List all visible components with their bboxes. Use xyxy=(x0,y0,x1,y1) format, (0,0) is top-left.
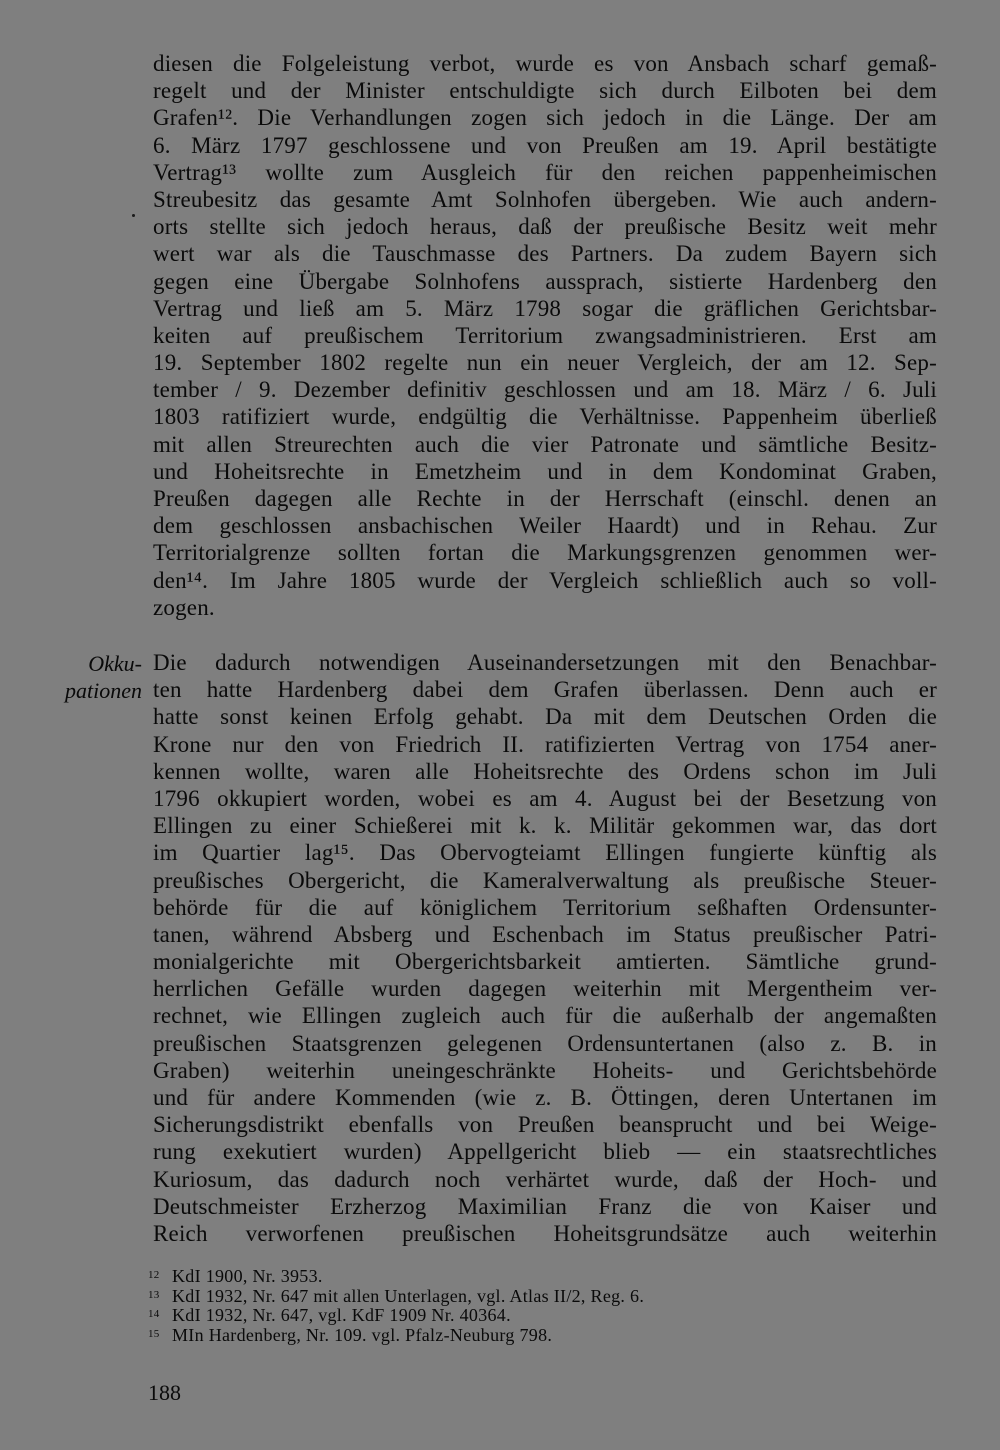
text-line: rung exekutiert wurden) Appellgericht blieb — ein staatsrechtliches xyxy=(153,1139,937,1165)
paragraph-2 xyxy=(153,649,937,1247)
text-line: Vertrag und ließ am 5. März 1798 sogar die gräflichen Gerichtsbar- xyxy=(153,295,937,321)
text-line: preußischen Staatsgrenzen gelegenen Ordensuntertanen (also z. B. in xyxy=(153,1030,937,1056)
text-line: Graben) weiterhin uneingeschränkte Hoheits- und Gerichtsbehörde xyxy=(153,1057,937,1083)
text-line: Streubesitz das gesamte Amt Solnhofen übergeben. Wie auch andern- xyxy=(153,186,937,212)
footnote-text: KdI 1932, Nr. 647 mit allen Unterlagen, vgl. Atlas II/2, Reg. 6. xyxy=(172,1285,645,1306)
text-line: rechnet, wie Ellingen zugleich auch für die außerhalb der angemaßten xyxy=(153,1003,937,1029)
footnote-text: KdI 1932, Nr. 647, vgl. KdF 1909 Nr. 40364. xyxy=(172,1305,511,1325)
text-line: 6. März 1797 geschlossene und von Preußen am 19. April bestätigte xyxy=(153,132,937,158)
text-line: dem geschlossen ansbachischen Weiler Haardt) und in Rehau. Zur xyxy=(153,513,937,539)
text-line: 19. September 1802 regelte nun ein neuer Vergleich, der am 12. Sep- xyxy=(153,350,937,376)
text-line: wert war als die Tauschmasse des Partners. Da zudem Bayern sich xyxy=(153,241,937,267)
text-line: den¹⁴. Im Jahre 1805 wurde der Vergleich schließlich auch so voll- xyxy=(153,567,937,593)
marginal-note-line: Okku- xyxy=(88,651,142,676)
footnote xyxy=(148,1306,938,1326)
text-line: Die dadurch notwendigen Auseinandersetzungen mit den Benachbar- xyxy=(153,650,937,675)
text-line: 1796 okkupiert worden, wobei es am 4. August bei der Besetzung von xyxy=(153,785,937,811)
text-line: gegen eine Übergabe Solnhofens aussprach, sistierte Hardenberg den xyxy=(153,268,937,294)
text-line: und Hoheitsrechte in Emetzheim und in dem Kondominat Graben, xyxy=(153,458,937,484)
text-line: regelt und der Minister entschuldigte sich durch Eilboten bei dem xyxy=(153,78,937,104)
text-line: 1803 ratifiziert wurde, endgültig die Verhältnisse. Pappenheim überließ xyxy=(153,404,937,430)
footnote xyxy=(148,1287,938,1307)
text-line: im Quartier lag¹⁵. Das Obervogteiamt Ellingen fungierte künftig als xyxy=(153,840,937,866)
text-line: Kuriosum, das dadurch noch verhärtet wurde, daß der Hoch- und xyxy=(153,1166,937,1192)
text-line: Grafen¹². Die Verhandlungen zogen sich jedoch in die Länge. Der am xyxy=(153,105,937,131)
text-line: diesen die Folgeleistung verbot, wurde es von Ansbach scharf gemaß- xyxy=(153,51,937,76)
text-line: tember / 9. Dezember definitiv geschlossen und am 18. März / 6. Juli xyxy=(153,377,937,403)
paragraph-1 xyxy=(153,50,937,621)
text-line: Preußen dagegen alle Rechte in der Herrschaft (einschl. denen an xyxy=(153,486,937,511)
footnote xyxy=(148,1326,938,1346)
text-line: zogen. xyxy=(153,594,215,620)
text-line: herrlichen Gefälle wurden dagegen weiterhin mit Mergentheim ver- xyxy=(153,976,937,1002)
text-line: Ellingen zu einer Schießerei mit k. k. Militär gekommen war, das dort xyxy=(153,813,937,839)
speck-mark xyxy=(132,214,135,217)
text-line: und für andere Kommenden (wie z. B. Öttingen, deren Untertanen im xyxy=(153,1085,937,1110)
text-line: mit allen Streurechten auch die vier Patronate und sämtliche Besitz- xyxy=(153,431,937,457)
footnote-number: 15 xyxy=(148,1327,160,1340)
text-line: Krone nur den von Friedrich II. ratifizierten Vertrag von 1754 aner- xyxy=(153,731,937,757)
footnote-number: 14 xyxy=(148,1308,160,1320)
footnote-text: MIn Hardenberg, Nr. 109. vgl. Pfalz-Neuburg 798. xyxy=(172,1324,553,1345)
footnote xyxy=(148,1267,938,1287)
text-line: behörde für die auf königlichem Territorium seßhaften Ordensunter- xyxy=(153,894,937,920)
marginal-note-line: pationen xyxy=(65,678,142,704)
text-line: Vertrag¹³ wollte zum Ausgleich für den reichen pappenheimischen xyxy=(153,159,937,185)
text-line: ten hatte Hardenberg dabei dem Grafen überlassen. Denn auch er xyxy=(153,677,937,703)
text-line: preußisches Obergericht, die Kameralverwaltung als preußische Steuer- xyxy=(153,867,937,893)
text-line: hatte sonst keinen Erfolg gehabt. Da mit dem Deutschen Orden die xyxy=(153,704,937,730)
text-line: Territorialgrenze sollten fortan die Markungsgrenzen genommen wer- xyxy=(153,540,937,566)
text-line: Deutschmeister Erzherzog Maximilian Franz die von Kaiser und xyxy=(153,1193,937,1219)
text-line: monialgerichte mit Obergerichtsbarkeit amtierten. Sämtliche grund- xyxy=(153,949,937,975)
footnote-text: KdI 1900, Nr. 3953. xyxy=(172,1266,323,1286)
text-line: keiten auf preußischem Territorium zwangsadministrieren. Erst am xyxy=(153,322,937,348)
page-number: 188 xyxy=(148,1380,181,1405)
footnote-number: 12 xyxy=(148,1269,160,1281)
footnotes xyxy=(148,1267,938,1345)
text-line: Reich verworfenen preußischen Hoheitsgrundsätze auch weiterhin xyxy=(153,1220,937,1246)
footnote-number: 13 xyxy=(148,1288,160,1301)
text-line: orts stellte sich jedoch heraus, daß der preußische Besitz weit mehr xyxy=(153,214,937,240)
marginal-note xyxy=(40,650,142,704)
text-line: tanen, während Absberg und Eschenbach im Status preußischer Patri- xyxy=(153,921,937,947)
text-line: kennen wollte, waren alle Hoheitsrechte des Ordens schon im Juli xyxy=(153,758,937,784)
text-line: Sicherungsdistrikt ebenfalls von Preußen beansprucht und bei Weige- xyxy=(153,1112,937,1138)
